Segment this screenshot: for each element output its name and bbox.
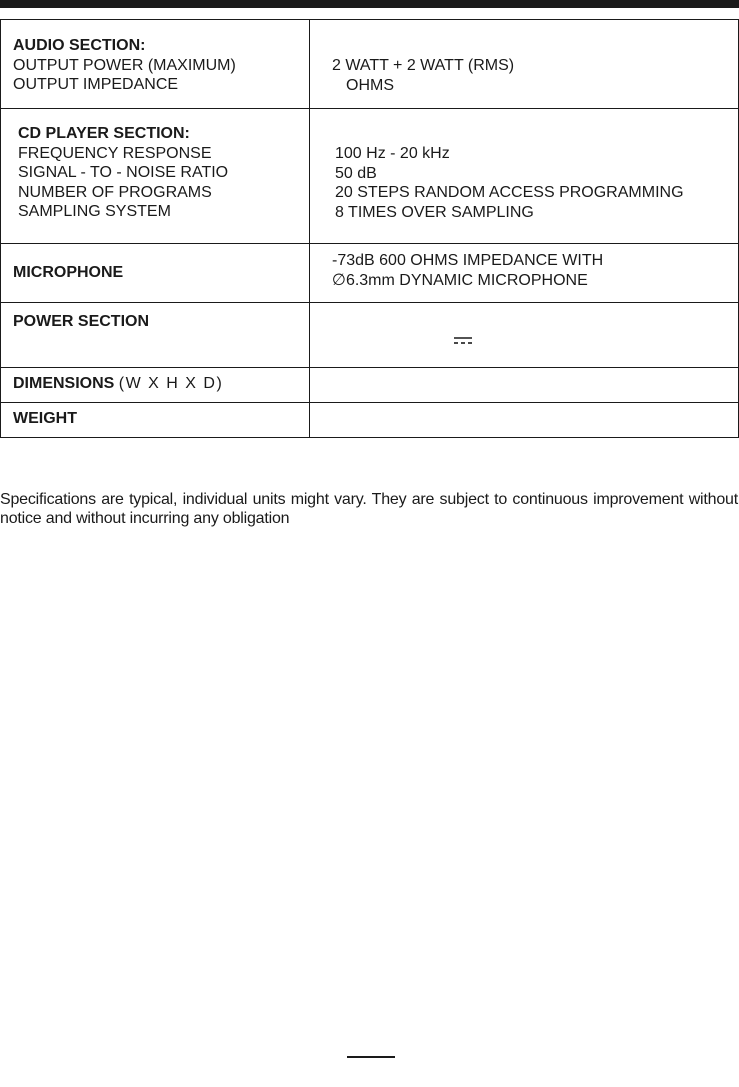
audio-section-row bbox=[1, 20, 739, 109]
cd-player-heading: CD PLAYER SECTION: bbox=[18, 125, 190, 142]
microphone-type-value: ∅6.3mm DYNAMIC MICROPHONE bbox=[332, 271, 588, 289]
microphone-row bbox=[1, 244, 739, 303]
footer-rule bbox=[347, 1056, 395, 1058]
microphone-impedance-value: -73dB 600 OHMS IMPEDANCE WITH bbox=[332, 252, 604, 269]
snr-label: SIGNAL - TO - NOISE RATIO bbox=[18, 164, 229, 181]
audio-section-heading: AUDIO SECTION: bbox=[13, 37, 146, 54]
microphone-label-cell bbox=[1, 244, 310, 303]
number-of-programs-label: NUMBER OF PROGRAMS bbox=[18, 183, 212, 201]
output-power-label: OUTPUT POWER (MAXIMUM) bbox=[13, 56, 236, 74]
weight-label-cell bbox=[1, 403, 310, 438]
specifications-table bbox=[0, 19, 739, 438]
frequency-response-value: 100 Hz - 20 kHz bbox=[335, 145, 450, 162]
power-section-heading: POWER SECTION bbox=[13, 313, 150, 330]
output-impedance-label: OUTPUT IMPEDANCE bbox=[13, 76, 179, 93]
top-rule bbox=[0, 0, 739, 8]
dimensions-label-cell bbox=[1, 368, 310, 403]
microphone-value-cell bbox=[310, 244, 739, 303]
audio-section-value-cell bbox=[310, 20, 739, 109]
sampling-system-label: SAMPLING SYSTEM bbox=[18, 203, 171, 220]
weight-value-cell bbox=[310, 403, 739, 438]
frequency-response-label: FREQUENCY RESPONSE bbox=[18, 144, 212, 162]
specifications-note: Specifications are typical, individual units might vary. They are subject to continuous improvement without notice and without incurring any obligation bbox=[0, 491, 738, 527]
sampling-system-value: 8 TIMES OVER SAMPLING bbox=[335, 203, 534, 221]
dimensions-row bbox=[1, 368, 739, 403]
power-section-row bbox=[1, 303, 739, 368]
output-impedance-value: OHMS bbox=[346, 76, 394, 94]
dc-current-symbol-icon bbox=[454, 336, 472, 346]
cd-player-section-row bbox=[1, 109, 739, 244]
power-section-label-cell bbox=[1, 303, 310, 368]
audio-section-label-cell bbox=[1, 20, 310, 109]
dimensions-heading: DIMENSIONS bbox=[13, 375, 115, 392]
microphone-heading: MICROPHONE bbox=[13, 264, 124, 281]
number-of-programs-value: 20 STEPS RANDOM ACCESS PROGRAMMING bbox=[335, 184, 684, 201]
output-power-value: 2 WATT + 2 WATT (RMS) bbox=[332, 57, 515, 74]
dimensions-suffix: (W X H X D) bbox=[118, 375, 224, 392]
power-section-value-cell bbox=[310, 303, 739, 368]
weight-row bbox=[1, 403, 739, 438]
dimensions-value-cell bbox=[310, 368, 739, 403]
weight-heading: WEIGHT bbox=[13, 410, 77, 427]
cd-player-value-cell bbox=[310, 109, 739, 244]
snr-value: 50 dB bbox=[335, 164, 377, 182]
cd-player-label-cell bbox=[1, 109, 310, 244]
